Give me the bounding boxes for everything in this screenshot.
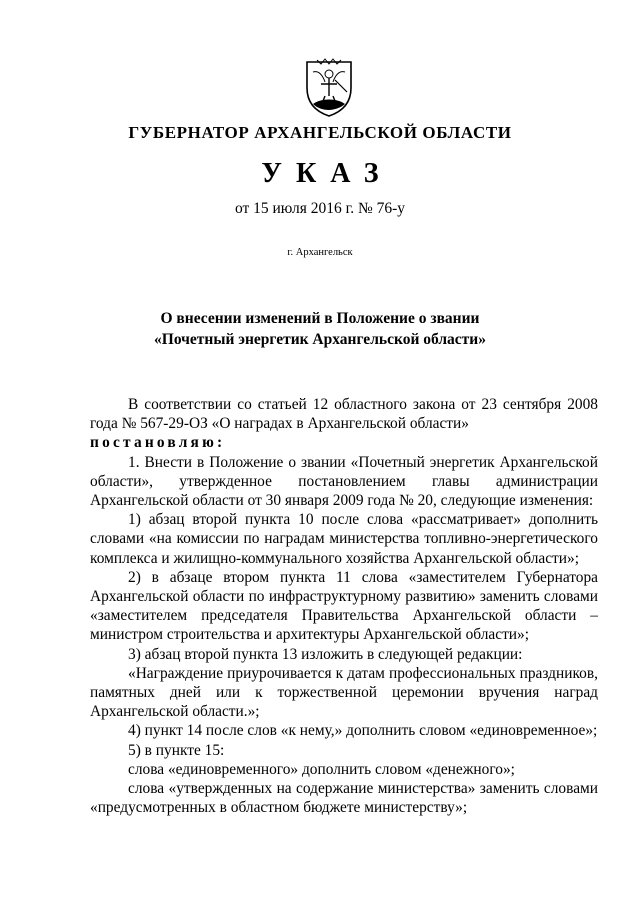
subitem-5-a: слова «единовременного» дополнить словом «денежного»; <box>128 760 515 778</box>
subitem-4: 4) пункт 14 после слов «к нему,» дополнить словом «единовременное»; <box>128 722 598 740</box>
document-city: г. Архангельск <box>287 247 353 258</box>
subitem-1: 1) абзац второй пункта 10 после слова «рассматривает» дополнить словами «на комиссии по наградам министерства топливно-энергетического комплекса и жилищно-коммунального хозяйства Архангельской области»; <box>90 511 598 567</box>
subitem-3-text: «Награждение приурочивается к датам профессиональных праздников, памятных дней или к торжественной церемонии вручения наград Архангельской области.»; <box>90 664 598 721</box>
decree-word: постановляю: <box>90 434 226 452</box>
document-title <box>0 308 640 350</box>
coat-of-arms-icon <box>303 58 355 118</box>
item-1: 1. Внести в Положение о звании «Почетный энергетик Архангельской области», утвержденное постановлением главы администрации Архангельской области от 30 января 2009 года № 20, следующие изменения: <box>90 453 598 510</box>
intro-paragraph: В соответствии со статьей 12 областного закона от 23 сентября 2008 года № 567-29-ОЗ «О наградах в Архангельской области» <box>90 396 598 433</box>
document-type: УКАЗ <box>261 158 393 189</box>
issuer-title: ГУБЕРНАТОР АРХАНГЕЛЬСКОЙ ОБЛАСТИ <box>128 123 512 142</box>
subitem-5-b: слова «утвержденных на содержание министерства» заменить словами «предусмотренных в областном бюджете министерству»; <box>90 780 598 817</box>
document-body <box>90 395 598 817</box>
document-date-number: от 15 июля 2016 г. № 76-у <box>234 200 406 217</box>
title-line-1: О внесении изменений в Положение о звании <box>160 310 480 327</box>
subitem-2: 2) в абзаце втором пункта 11 слова «заместителем Губернатора Архангельской области по инфраструктурному развитию» заменить словами «заместителем председателя Правительства Архангельской области – министром строительства и архитектуры Архангельской области»; <box>90 568 598 644</box>
subitem-5: 5) в пункте 15: <box>128 741 225 759</box>
subitem-3: 3) абзац второй пункта 13 изложить в следующей редакции: <box>128 645 523 663</box>
title-line-2: «Почетный энергетик Архангельской области» <box>154 331 486 348</box>
